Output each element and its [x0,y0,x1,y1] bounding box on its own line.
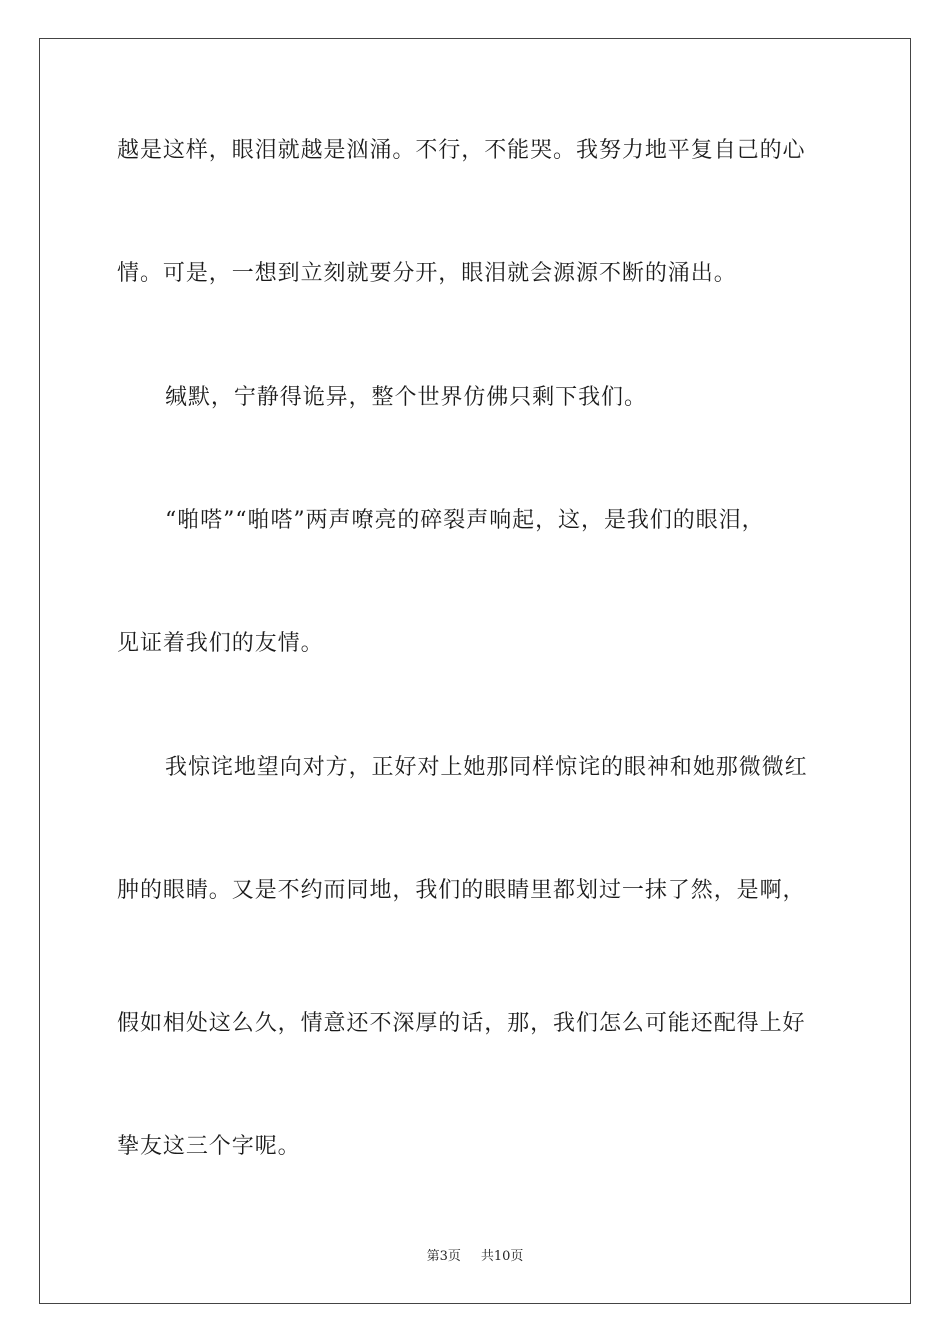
paragraph-line: 情。可是，一想到立刻就要分开，眼泪就会源源不断的涌出。 [117,261,737,286]
paragraph-line: 挚友这三个字呢。 [117,1134,301,1159]
page-border [39,38,911,1304]
paragraph-line: 肿的眼睛。又是不约而同地，我们的眼睛里都划过一抹了然，是啊， [117,878,806,903]
paragraph-line: 缄默，宁静得诡异，整个世界仿佛只剩下我们。 [165,385,647,410]
paragraph-line: 越是这样，眼泪就越是汹涌。不行，不能哭。我努力地平复自己的心 [117,138,806,163]
page-number: 第3页 [426,1249,461,1264]
page-footer [0,1249,950,1265]
paragraph-line: “啪嗒”“啪嗒”两声嘹亮的碎裂声响起，这，是我们的眼泪， [165,508,765,533]
paragraph-line: 我惊诧地望向对方，正好对上她那同样惊诧的眼神和她那微微红 [165,755,808,780]
page-total: 共10页 [480,1249,524,1264]
paragraph-line: 见证着我们的友情。 [117,631,324,656]
paragraph-line: 假如相处这么久，情意还不深厚的话，那，我们怎么可能还配得上好 [117,1011,806,1036]
